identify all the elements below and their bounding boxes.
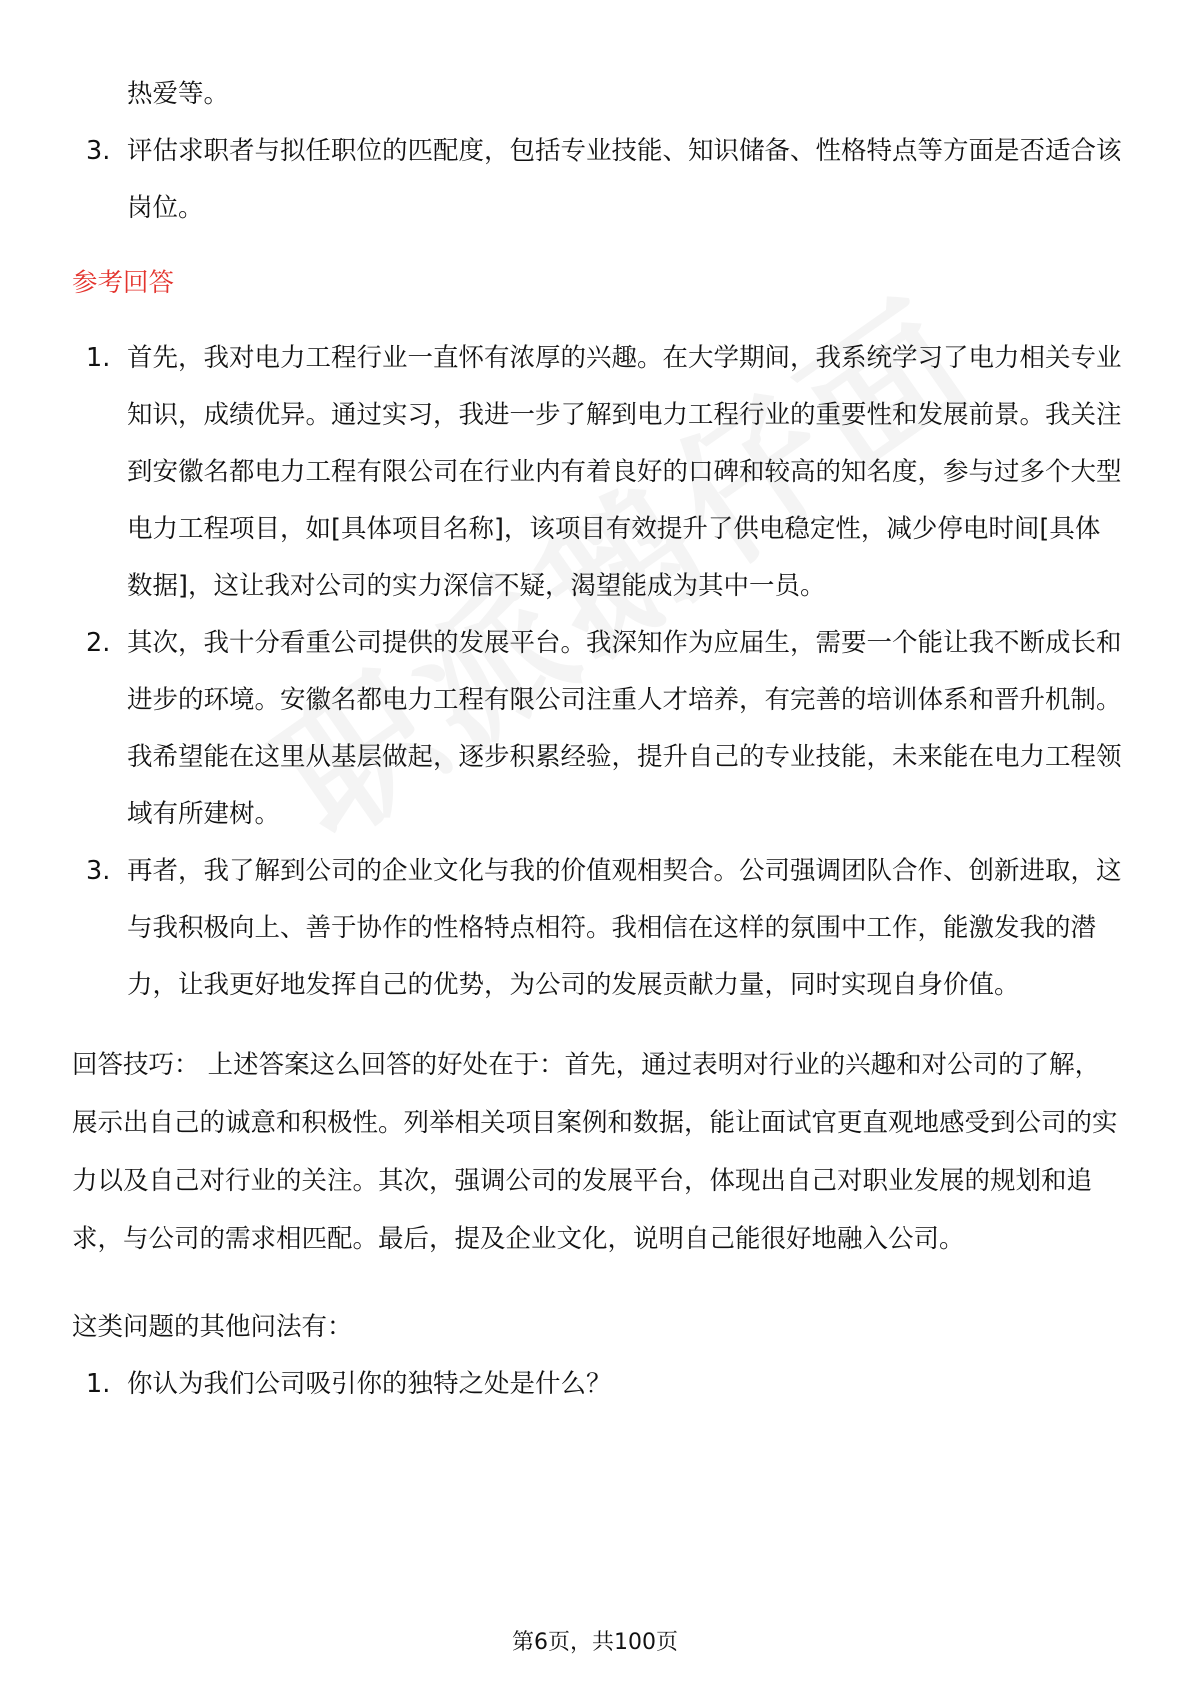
page-number-footer: 第6页，共100页 [512, 1630, 678, 1655]
list-item-text: 首先，我对电力工程行业一直怀有浓厚的兴趣。在大学期间，我系统学习了电力相关专业知识，成绩优异。通过实习，我进一步了解到电力工程行业的重要性和发展前景。我关注到安徽名都电力工程有限公司在行业内有着良好的口碑和较高的知名度，参与过多个大型电力工程项目，如[具体项目名称]，该项目有效提升了供电稳定性，减少停电时间[具体数据]，这让我对公司的实力深信不疑，渴望能成为其中一员。 [127, 343, 1122, 601]
previous-list [72, 123, 1122, 237]
previous-item-continuation: 热爱等。 [127, 79, 230, 109]
list-item-number: 3. [86, 856, 111, 886]
list-item [72, 123, 1122, 237]
reference-answer-list [72, 330, 1122, 1014]
other-questions-list [72, 1356, 1122, 1413]
answer-tips-paragraph: 回答技巧： 上述答案这么回答的好处在于：首先，通过表明对行业的兴趣和对公司的了解，展示出自己的诚意和积极性。列举相关项目案例和数据，能让面试官更直观地感受到公司的实力以及自己对行业的关注。其次，强调公司的发展平台，体现出自己对职业发展的规划和追求，与公司的需求相匹配。最后，提及企业文化，说明自己能很好地融入公司。 [72, 1050, 1118, 1254]
list-item [72, 330, 1122, 615]
list-item-text: 其次，我十分看重公司提供的发展平台。我深知作为应届生，需要一个能让我不断成长和进步的环境。安徽名都电力工程有限公司注重人才培养，有完善的培训体系和晋升机制。我希望能在这里从基层做起，逐步积累经验，提升自己的专业技能，未来能在电力工程领域有所建树。 [127, 628, 1122, 829]
list-item-number: 3. [86, 136, 111, 166]
list-item-number: 1. [86, 343, 111, 373]
list-item-text: 评估求职者与拟任职位的匹配度，包括专业技能、知识储备、性格特点等方面是否适合该岗位。 [127, 136, 1122, 223]
list-item [72, 1356, 1122, 1413]
other-questions-heading: 这类问题的其他问法有： [72, 1312, 353, 1342]
list-item-text: 再者，我了解到公司的企业文化与我的价值观相契合。公司强调团队合作、创新进取，这与我积极向上、善于协作的性格特点相符。我相信在这样的氛围中工作，能激发我的潜力，让我更好地发挥自己的优势，为公司的发展贡献力量，同时实现自身价值。 [127, 856, 1122, 1000]
page-content [72, 66, 1122, 1413]
list-item [72, 615, 1122, 843]
list-item-number: 2. [86, 628, 111, 658]
list-item-text: 你认为我们公司吸引你的独特之处是什么？ [127, 1369, 612, 1399]
list-item [72, 843, 1122, 1014]
reference-answer-heading: 参考回答 [72, 268, 175, 298]
list-item-number: 1. [86, 1369, 111, 1399]
